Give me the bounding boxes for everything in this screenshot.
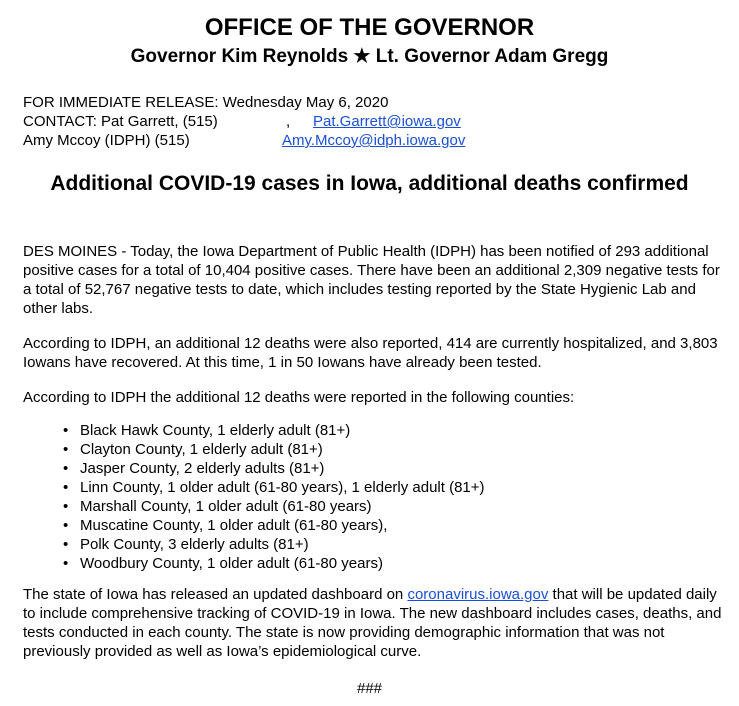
contact-1-label: CONTACT: Pat Garrett, (515): [23, 113, 218, 130]
contact-1-email-link[interactable]: Pat.Garrett@iowa.gov: [313, 113, 461, 130]
paragraph-deaths: According to IDPH, an additional 12 deaths were also reported, 414 are currently hospitalized, and 3,803 Iowans have recovered. At this time, 1 in 50 Iowans have already been tested.: [23, 335, 718, 371]
dashboard-text-before: The state of Iowa has released an updated dashboard on: [23, 586, 408, 603]
list-item: [61, 535, 721, 554]
county-entry: Jasper County, 2 elderly adults (81+): [80, 460, 325, 477]
county-entry: Clayton County, 1 elderly adult (81+): [80, 441, 323, 458]
contact-2-email-link[interactable]: Amy.Mccoy@idph.iowa.gov: [282, 132, 466, 149]
paragraph-county-intro: According to IDPH the additional 12 deaths were reported in the following counties:: [23, 389, 575, 406]
list-item: [61, 459, 721, 478]
dashboard-link[interactable]: coronavirus.iowa.gov: [407, 586, 549, 603]
lt-governor-name: Lt. Governor Adam Gregg: [375, 46, 609, 67]
list-item: [61, 554, 721, 573]
county-entry: Polk County, 3 elderly adults (81+): [80, 536, 309, 553]
county-entry: Woodbury County, 1 older adult (61-80 years): [80, 555, 383, 572]
bullet-icon: •: [63, 498, 69, 515]
list-item: [61, 497, 721, 516]
release-info: [23, 93, 723, 150]
bullet-icon: •: [63, 555, 69, 572]
star-icon: ★: [353, 46, 371, 67]
contact-1-separator: ,: [286, 113, 291, 130]
county-list: [61, 421, 721, 573]
bullet-icon: •: [63, 479, 69, 496]
dashboard-text-after: that will be updated daily to include comprehensive tracking of COVID-19 in Iowa. The new dashboard includes cases, deaths, and tests conducted in each county. The state is now providing demographic information that was not previously provided as well as Iowa’s epidemiological curve.: [23, 586, 722, 660]
list-item: [61, 478, 721, 497]
contact-line-2: [23, 131, 723, 150]
bullet-icon: •: [63, 536, 69, 553]
headline: Additional COVID-19 cases in Iowa, additional deaths confirmed: [50, 172, 689, 195]
bullet-icon: •: [63, 441, 69, 458]
list-item: [61, 421, 721, 440]
paragraph-cases: DES MOINES - Today, the Iowa Department of Public Health (IDPH) has been notified of 293 additional positive cases for a total of 10,404 positive cases. There have been an additional 2,309 negative tests for a total of 52,767 negative tests to date, which includes testing reported by the State Hygienic Lab and other labs.: [23, 243, 720, 317]
list-item: [61, 440, 721, 459]
bullet-icon: •: [63, 460, 69, 477]
paragraph-dashboard: [23, 585, 723, 661]
list-item: [61, 516, 721, 535]
governor-line: [0, 45, 739, 69]
county-entry: Marshall County, 1 older adult (61-80 years): [80, 498, 372, 515]
release-date-line: FOR IMMEDIATE RELEASE: Wednesday May 6, 2020: [23, 94, 389, 111]
end-mark: ###: [356, 680, 383, 697]
bullet-icon: •: [63, 517, 69, 534]
bullet-icon: •: [63, 422, 69, 439]
governor-name: Governor Kim Reynolds: [130, 46, 349, 67]
office-title: OFFICE OF THE GOVERNOR: [204, 14, 535, 41]
county-entry: Linn County, 1 older adult (61-80 years), 1 elderly adult (81+): [80, 479, 485, 496]
county-entry: Muscatine County, 1 older adult (61-80 years),: [80, 517, 388, 534]
county-entry: Black Hawk County, 1 elderly adult (81+): [80, 422, 351, 439]
contact-2-label: Amy Mccoy (IDPH) (515): [23, 132, 190, 149]
contact-line-1: [23, 112, 723, 131]
